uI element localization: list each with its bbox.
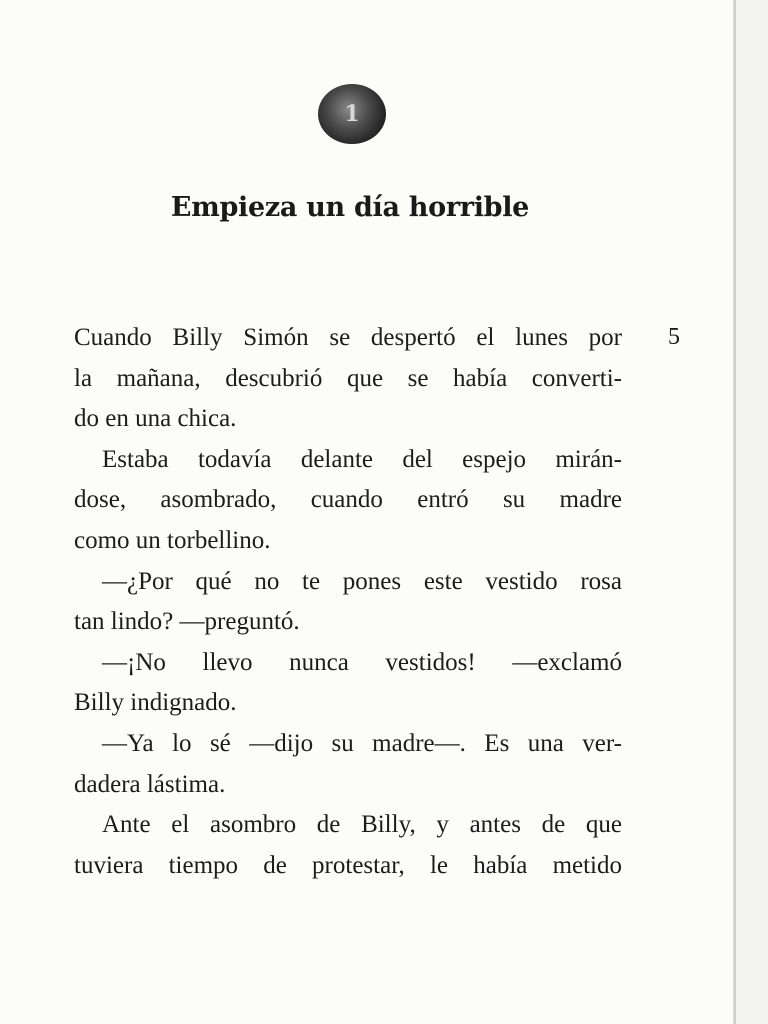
text-line: —¿Por qué no te pones este vestido rosa: [102, 567, 622, 595]
text-line: Estaba todavía delante del espejo mirán-: [102, 445, 622, 473]
text-line: dadera lástima.: [74, 770, 226, 798]
text-line: tan lindo? —preguntó.: [74, 608, 300, 636]
body-text: [74, 318, 622, 886]
margin-line-number: 5: [668, 324, 680, 350]
text-line: como un torbellino.: [74, 526, 271, 554]
paragraph: [74, 562, 622, 643]
text-line: dose, asombrado, cuando entró su madre: [74, 486, 622, 514]
text-line: Ante el asombro de Billy, y antes de que: [102, 811, 622, 839]
paragraph: [74, 318, 622, 440]
paragraph: [74, 440, 622, 562]
text-line: —Ya lo sé —dijo su madre—. Es una ver-: [102, 729, 622, 757]
page-edge: [734, 0, 736, 1024]
text-line: tuviera tiempo de protestar, le había metido: [74, 851, 622, 879]
text-line: la mañana, descubrió que se había converti-: [74, 364, 622, 392]
paragraph: [74, 643, 622, 724]
paragraph: [74, 805, 622, 886]
chapter-number: 1: [344, 101, 360, 127]
text-line: Billy indignado.: [74, 689, 237, 717]
chapter-number-badge: [318, 84, 386, 144]
text-line: —¡No llevo nunca vestidos! —exclamó: [102, 648, 622, 676]
text-line: do en una chica.: [74, 405, 237, 433]
paragraph: [74, 724, 622, 805]
chapter-title: Empieza un día horrible: [170, 192, 530, 223]
text-line: Cuando Billy Simón se despertó el lunes por: [74, 324, 622, 351]
